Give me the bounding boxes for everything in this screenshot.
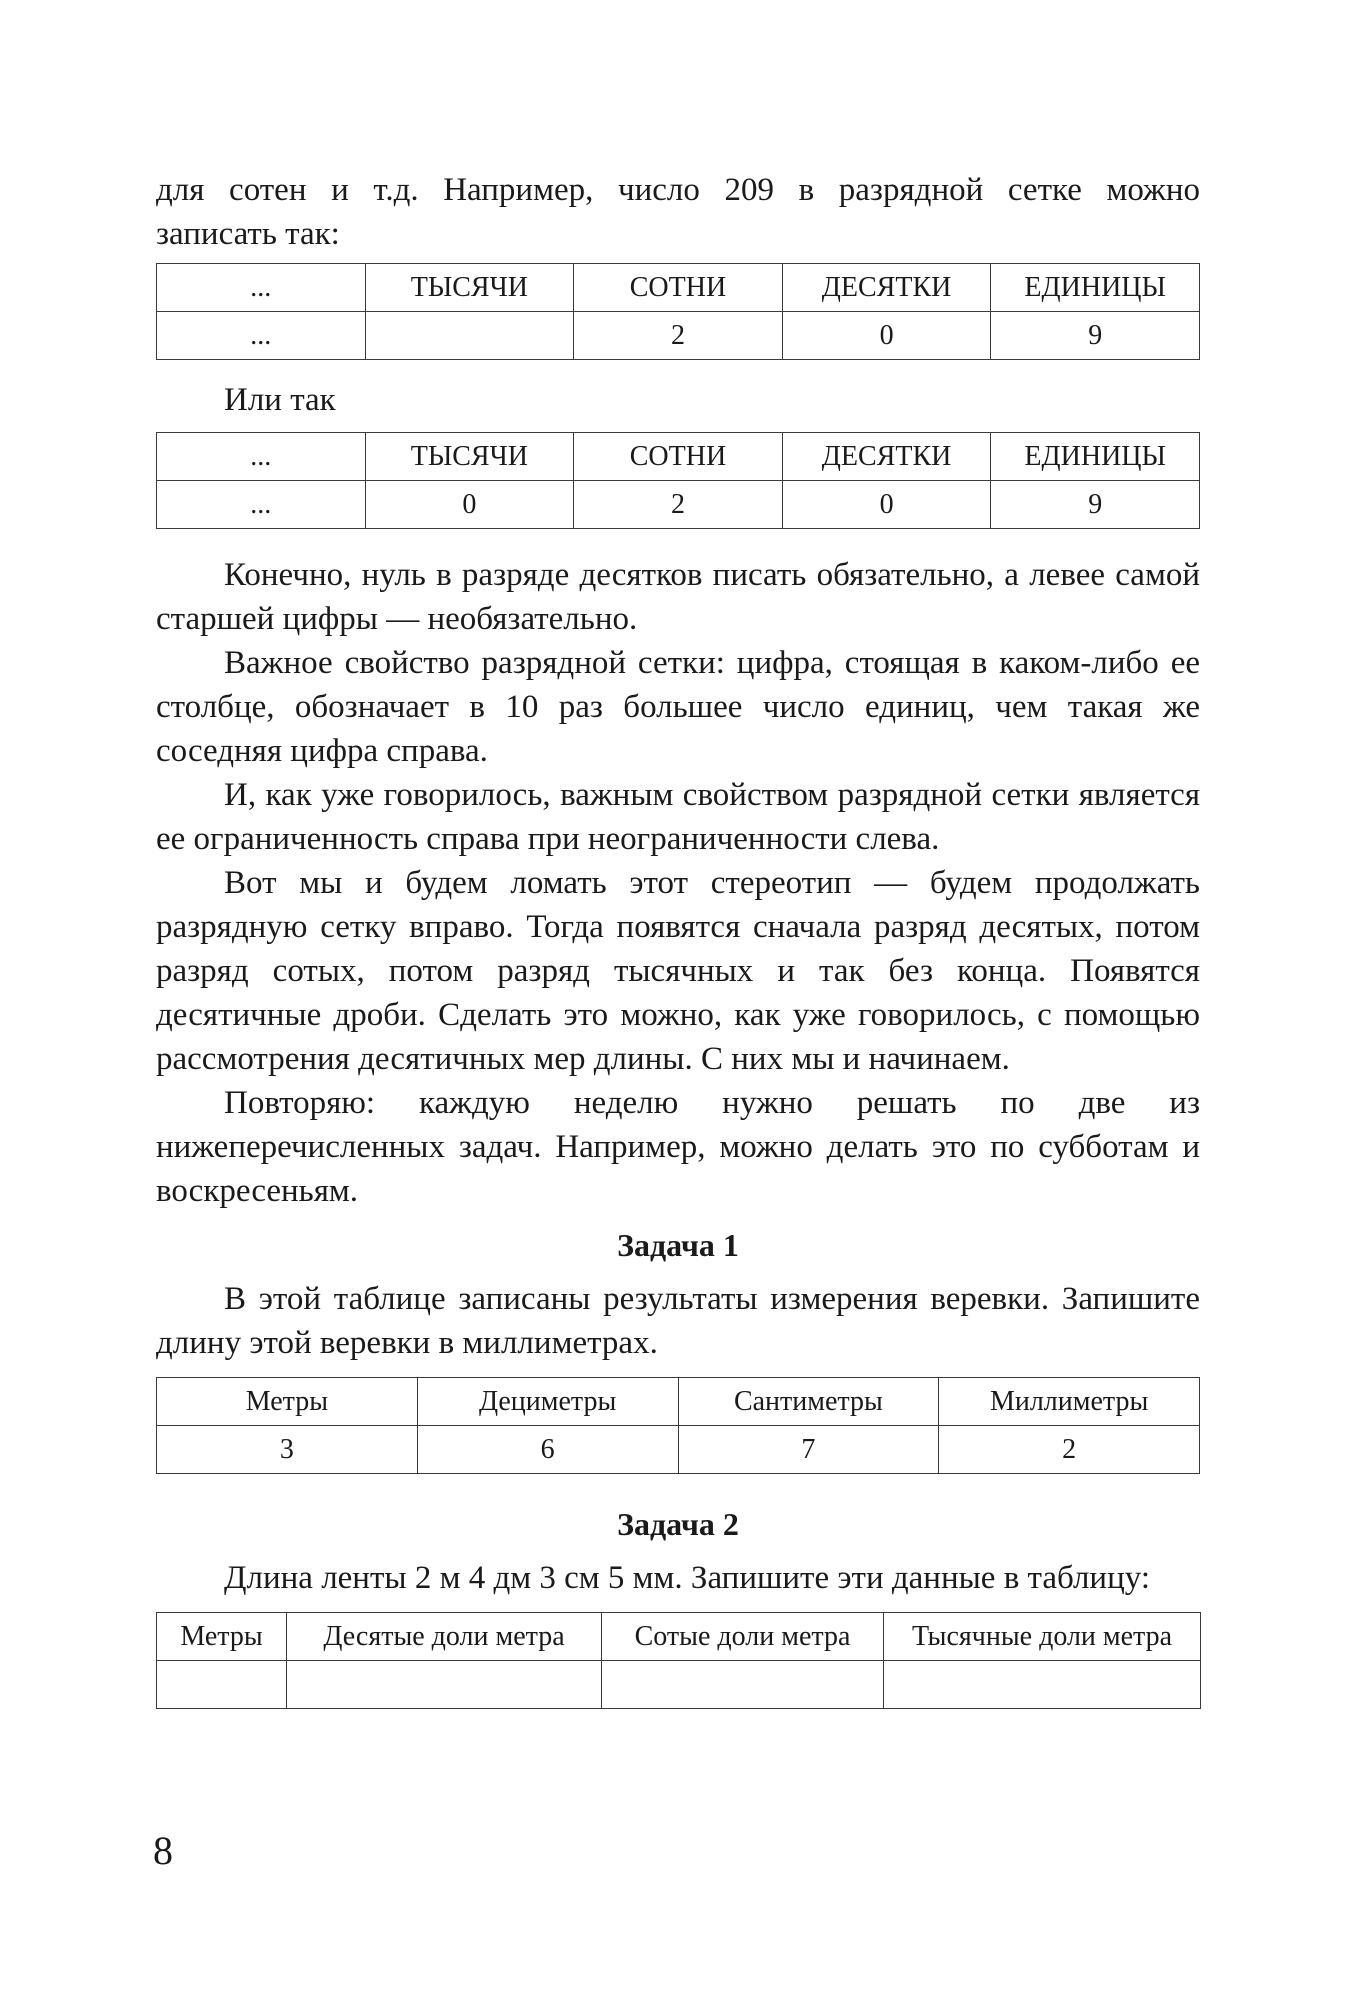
or-text: Или так bbox=[224, 382, 336, 418]
table-cell: 0 bbox=[782, 481, 991, 529]
text-column bbox=[156, 168, 1200, 1709]
table-row bbox=[157, 264, 1200, 312]
table-cell: ДЕСЯТКИ bbox=[782, 433, 991, 481]
table-cell: 0 bbox=[782, 312, 991, 360]
paragraph: И, как уже говорилось, важным свойством разрядной сетки является ее ограниченность справа при неограниченности слева. bbox=[156, 777, 1200, 857]
table-row bbox=[157, 312, 1200, 360]
table-cell: Миллиметры bbox=[939, 1378, 1200, 1426]
table-cell: Сотые доли метра bbox=[602, 1613, 884, 1661]
intro-line-2: записать так: bbox=[156, 216, 340, 252]
paragraph: Важное свойство разрядной сетки: цифра, стоящая в каком-либо ее столбце, обозначает в 10 раз большее число единиц, чем такая же соседняя цифра справа. bbox=[156, 645, 1200, 769]
table-cell bbox=[287, 1661, 602, 1709]
paragraph: Конечно, нуль в разряде десятков писать обязательно, а левее самой старшей цифры — необязательно. bbox=[156, 557, 1200, 637]
table-cell bbox=[157, 1661, 287, 1709]
table-row bbox=[157, 1378, 1200, 1426]
table-row bbox=[157, 1613, 1201, 1661]
intro-line-1: для сотен и т.д. Например, число 209 в разрядной сетке можно bbox=[156, 172, 1200, 208]
task-2-text: Длина ленты 2 м 4 дм 3 см 5 мм. Запишите эти данные в таблицу: bbox=[224, 1560, 1150, 1596]
table-cell: Метры bbox=[157, 1378, 418, 1426]
table-cell: ЕДИНИЦЫ bbox=[991, 264, 1200, 312]
table-cell: 0 bbox=[365, 481, 574, 529]
page-number: 8 bbox=[153, 1828, 173, 1873]
table-cell: ... bbox=[157, 481, 366, 529]
table-cell: ЕДИНИЦЫ bbox=[991, 433, 1200, 481]
task-2-table bbox=[156, 1612, 1201, 1709]
task-1-text: В этой таблице записаны результаты измерения веревки. Запишите длину этой веревки в миллиметрах. bbox=[156, 1281, 1200, 1361]
table-cell: 6 bbox=[417, 1426, 678, 1474]
table-cell bbox=[602, 1661, 884, 1709]
table-cell: Дециметры bbox=[417, 1378, 678, 1426]
table-cell: Метры bbox=[157, 1613, 287, 1661]
table-cell: 9 bbox=[991, 312, 1200, 360]
task-1-table bbox=[156, 1377, 1200, 1474]
table-cell: 3 bbox=[157, 1426, 418, 1474]
table-cell: Десятые доли метра bbox=[287, 1613, 602, 1661]
paragraph: Вот мы и будем ломать этот стереотип — будем продолжать разрядную сетку вправо. Тогда появятся сначала разряд десятых, потом разряд сотых, потом разряд тысячных и так без конца. Появятся десятичные дроби. Сделать это можно, как уже говорилось, с помощью рассмотрения десятичных мер длины. С них мы и начинаем. bbox=[156, 865, 1200, 1077]
table-cell: 7 bbox=[678, 1426, 939, 1474]
table-cell: ТЫСЯЧИ bbox=[365, 433, 574, 481]
table-row bbox=[157, 1426, 1200, 1474]
table-cell: 2 bbox=[574, 481, 783, 529]
digit-grid-table-2 bbox=[156, 432, 1200, 529]
table-cell: 9 bbox=[991, 481, 1200, 529]
table-cell: ДЕСЯТКИ bbox=[782, 264, 991, 312]
table-row bbox=[157, 433, 1200, 481]
task-2-title: Задача 2 bbox=[617, 1506, 739, 1542]
table-cell: СОТНИ bbox=[574, 264, 783, 312]
table-cell: СОТНИ bbox=[574, 433, 783, 481]
table-cell bbox=[884, 1661, 1201, 1709]
table-cell: ТЫСЯЧИ bbox=[365, 264, 574, 312]
table-cell: ... bbox=[157, 312, 366, 360]
table-cell: Тысячные доли метра bbox=[884, 1613, 1201, 1661]
table-cell: 2 bbox=[939, 1426, 1200, 1474]
table-cell: ... bbox=[157, 264, 366, 312]
table-row bbox=[157, 481, 1200, 529]
table-cell: 2 bbox=[574, 312, 783, 360]
paragraph: Повторяю: каждую неделю нужно решать по две из нижеперечисленных задач. Например, можно делать это по субботам и воскресеньям. bbox=[156, 1085, 1200, 1209]
task-1-title: Задача 1 bbox=[617, 1227, 739, 1263]
table-cell: Сантиметры bbox=[678, 1378, 939, 1426]
table-cell: ... bbox=[157, 433, 366, 481]
table-row bbox=[157, 1661, 1201, 1709]
table-cell bbox=[365, 312, 574, 360]
digit-grid-table-1 bbox=[156, 263, 1200, 360]
